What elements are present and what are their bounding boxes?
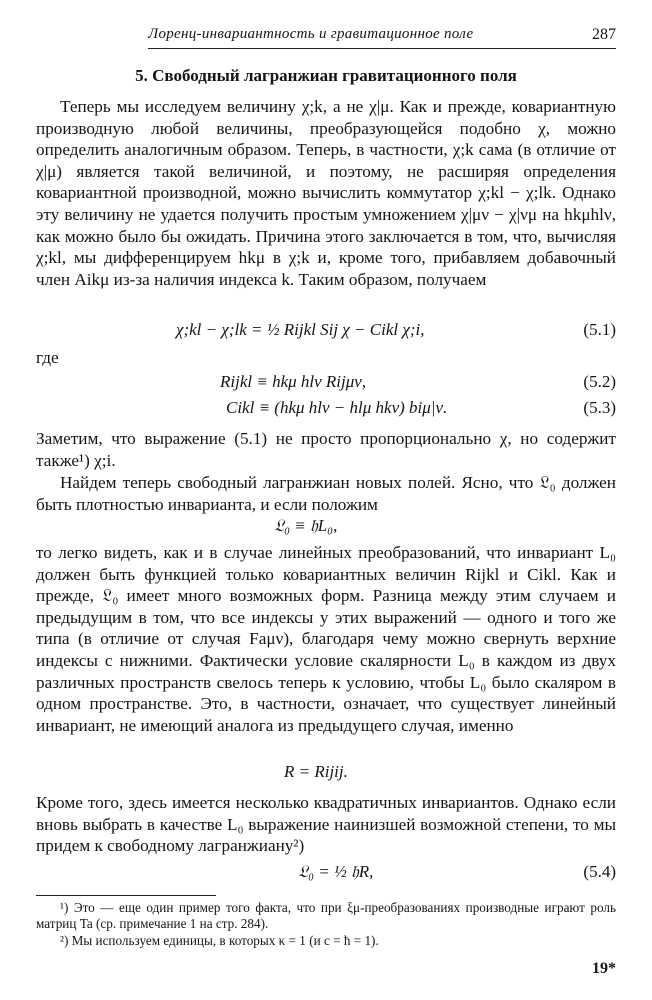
where-word: где bbox=[36, 348, 59, 367]
footnote-rule bbox=[36, 895, 216, 896]
page-number: 287 bbox=[592, 26, 616, 43]
footnote-1: ¹) Это — еще один пример того факта, что при ξμ-преобразованиях производные играют роль матриц Ta (ср. примечание 1 на стр. 284). bbox=[36, 900, 616, 931]
paragraph-quadratic: Кроме того, здесь имеется несколько квадратичных инвариантов. Однако если вновь выбрать в качестве L₀ выражение наинизшей возможной степени, то мы придем к свободному лагранжиану²) bbox=[36, 793, 616, 856]
equation-5-2-number: (5.2) bbox=[583, 372, 616, 391]
printer-signature: 19* bbox=[592, 960, 616, 977]
equation-5-2-expression: Rijkl ≡ hkμ hlν Rijμν, bbox=[220, 372, 367, 391]
paragraph-invariants: то легко видеть, как и в случае линейных преобразований, что инвариант L₀ должен быть функцией только ковариантных величин Rijkl и Cikl. Как и прежде, 𝔏₀ имеет много возможных форм. Разница между этим случаем и предыдущим в том, что все индексы у этих выражений — одного и того же типа (в отличие от случая Faμν), благодаря чему можно свернуть верхние индексы с нижними. Фактически условие скалярности L₀ в каждом из двух различных пространств свелось теперь к условию, чтобы L₀ было скаляром в одном пространстве. Это, в частности, означает, что существует линейный инвариант, не имеющий аналога из предыдущего случая, именно bbox=[36, 543, 616, 735]
equation-scalar-curvature bbox=[36, 762, 616, 786]
equation-5-4-number: (5.4) bbox=[583, 862, 616, 881]
paragraph-lagrangian: Найдем теперь свободный лагранжиан новых полей. Ясно, что 𝔏₀ должен быть плотностью инварианта, и если положим bbox=[36, 473, 616, 514]
equation-5-4 bbox=[36, 862, 616, 886]
equation-scalar-curvature-expression: R = Rijij. bbox=[284, 762, 348, 781]
equation-5-3-expression: Cikl ≡ (hkμ hlν − hlμ hkν) biμ|ν. bbox=[226, 398, 448, 417]
equation-5-1-expression: χ;kl − χ;lk = ½ Rijkl Sij χ − Cikl χ;i, bbox=[176, 320, 425, 339]
equation-5-4-expression: 𝔏₀ = ½ 𝔥R, bbox=[298, 862, 374, 881]
equation-l0-density bbox=[36, 516, 616, 540]
running-title: Лоренц-инвариантность и гравитационное поле bbox=[148, 26, 474, 42]
equation-5-3-number: (5.3) bbox=[583, 398, 616, 417]
equation-5-2 bbox=[36, 372, 616, 396]
paragraph-intro: Теперь мы исследуем величину χ;k, а не χ|μ. Как и прежде, ковариантную производную любой величины, преобразующейся подобно χ, можно определить аналогичным образом. Теперь, в частности, χ;k сама (в отличие от χ|μ) является такой величиной, и поэтому, не расширяя определения ковариантной производной, можно вычислить коммутатор χ;kl − χ;lk. Однако эту величину не удается получить простым умножением χ|μν − χ|νμ на hkμhlν, как можно было бы ожидать. Причина этого заключается в том, что, вычисляя χ;kl, мы дифференцируем hkμ в χ;k и, кроме того, прибавляем добавочный член Aikμ из-за наличия индекса k. Таким образом, получаем bbox=[36, 97, 616, 289]
equation-5-1-number: (5.1) bbox=[583, 320, 616, 339]
equation-l0-density-expression: 𝔏₀ ≡ 𝔥L₀, bbox=[274, 516, 338, 535]
running-header bbox=[148, 26, 616, 49]
paragraph-remark: Заметим, что выражение (5.1) не просто пропорционально χ, но содержит также¹) χ;i. bbox=[36, 429, 616, 470]
section-title: 5. Свободный лагранжиан гравитационного поля bbox=[135, 66, 517, 85]
equation-5-3 bbox=[36, 398, 616, 422]
footnote-2: ²) Мы используем единицы, в которых κ = 1 (и c = ħ = 1). bbox=[60, 933, 379, 948]
equation-5-1 bbox=[36, 320, 616, 344]
